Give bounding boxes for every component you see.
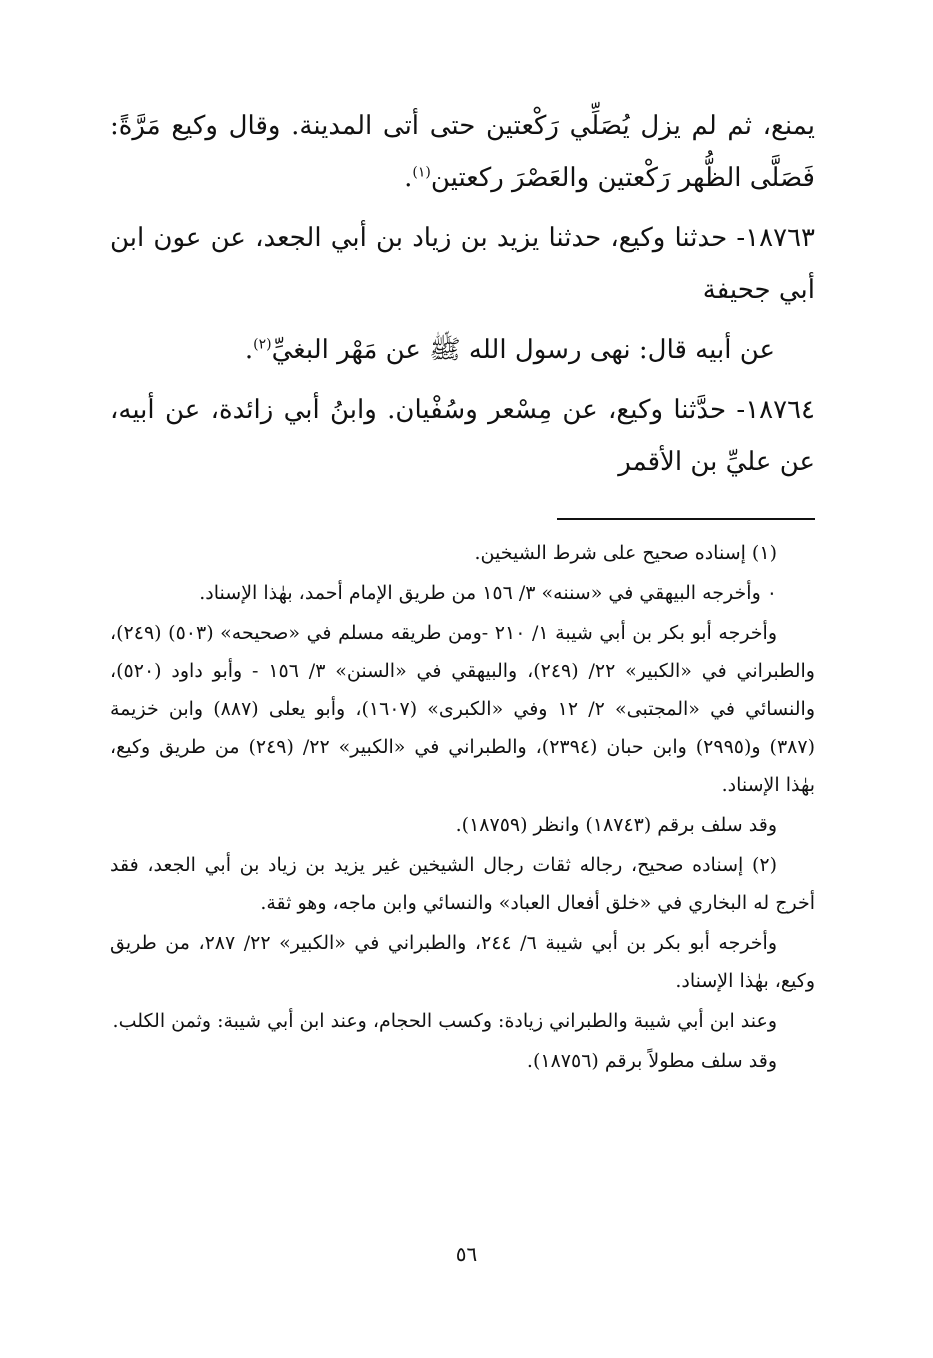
footnote-2-addition: وعند ابن أبي شيبة والطبراني زيادة: وكسب الحجام، وعند ابن أبي شيبة: وثمن الكلب. [112,1010,777,1032]
hadith-18763-text-end: . [244,335,254,365]
footnote-1: (١) إسناده صحيح على شرط الشيخين. [474,542,777,564]
footnote-1-cross-ref: وقد سلف برقم (١٨٧٤٣) وانظر (١٨٧٥٩). [455,814,777,836]
main-paragraph-1-text: يمنع، ثم لم يزل يُصَلِّي رَكْعتين حتى أتى المدينة. وقال وكيع مَرَّةً: فَصَلَّى الظُّهر رَكْعتين والعَصْرَ ركعتين [110,111,815,193]
hadith-18763-text [110,324,815,376]
hadith-18763-text-body: عن أبيه قال: نهى رسول الله ﷺ عن مَهْر البغيِّ [271,335,775,365]
footnote-marker-2: (٢) [253,336,272,353]
footnote-2-sources: وأخرجه أبو بكر بن أبي شيبة ٦/ ٢٤٤، والطبراني في «الكبير» ٢٢/ ٢٨٧، من طريق وكيع، بهٰذا الإسناد. [110,932,815,992]
footnote-2-cross-ref: وقد سلف مطولاً برقم (١٨٧٥٦). [526,1050,777,1072]
hadith-18764-chain: ١٨٧٦٤- حدَّثنا وكيع، عن مِسْعر وسُفْيان. وابنُ أبي زائدة، عن أبيه، عن عليِّ بن الأقمر [110,395,816,477]
footnote-divider [557,518,815,520]
page-body [110,100,815,1082]
hadith-18763-chain: ١٨٧٦٣- حدثنا وكيع، حدثنا يزيد بن زياد بن أبي الجعد، عن عون ابن أبي جحيفة [110,223,815,305]
footnote-1-sources: وأخرجه أبو بكر بن أبي شيبة ١/ ٢١٠ -ومن طريقه مسلم في «صحيحه» (٥٠٣) (٢٤٩)، والطبراني في «الكبير» ٢٢/ (٢٤٩)، والبيهقي في «السنن» ٣/ ١٥٦ - وأبو داود (٥٢٠)، والنسائي في «المجتبى» ٢/ ١٢ وفي «الكبرى» (١٦٠٧)، وأبو يعلى (٨٨٧) وابن خزيمة (٣٨٧) و(٢٩٩٥) وابن حبان (٢٣٩٤)، والطبراني في «الكبير» ٢٢/ (٢٤٩) من طريق وكيع، بهٰذا الإسناد. [110,622,815,796]
main-paragraph-1-end: . [404,163,413,193]
footnote-1-bayhaqi: ٠ وأخرجه البيهقي في «سننه» ٣/ ١٥٦ من طريق الإمام أحمد، بهٰذا الإسناد. [199,582,777,604]
page-number: ٥٦ [455,1242,478,1266]
main-paragraph-1 [110,100,815,204]
footnote-2: (٢) إسناده صحيح، رجاله ثقات رجال الشيخين غير يزيد بن زياد بن أبي الجعد، فقد أخرج له البخاري في «خلق أفعال العباد» والنسائي وابن ماجه، وهو ثقة. [110,854,815,914]
footnote-marker-1: (١) [412,164,431,181]
